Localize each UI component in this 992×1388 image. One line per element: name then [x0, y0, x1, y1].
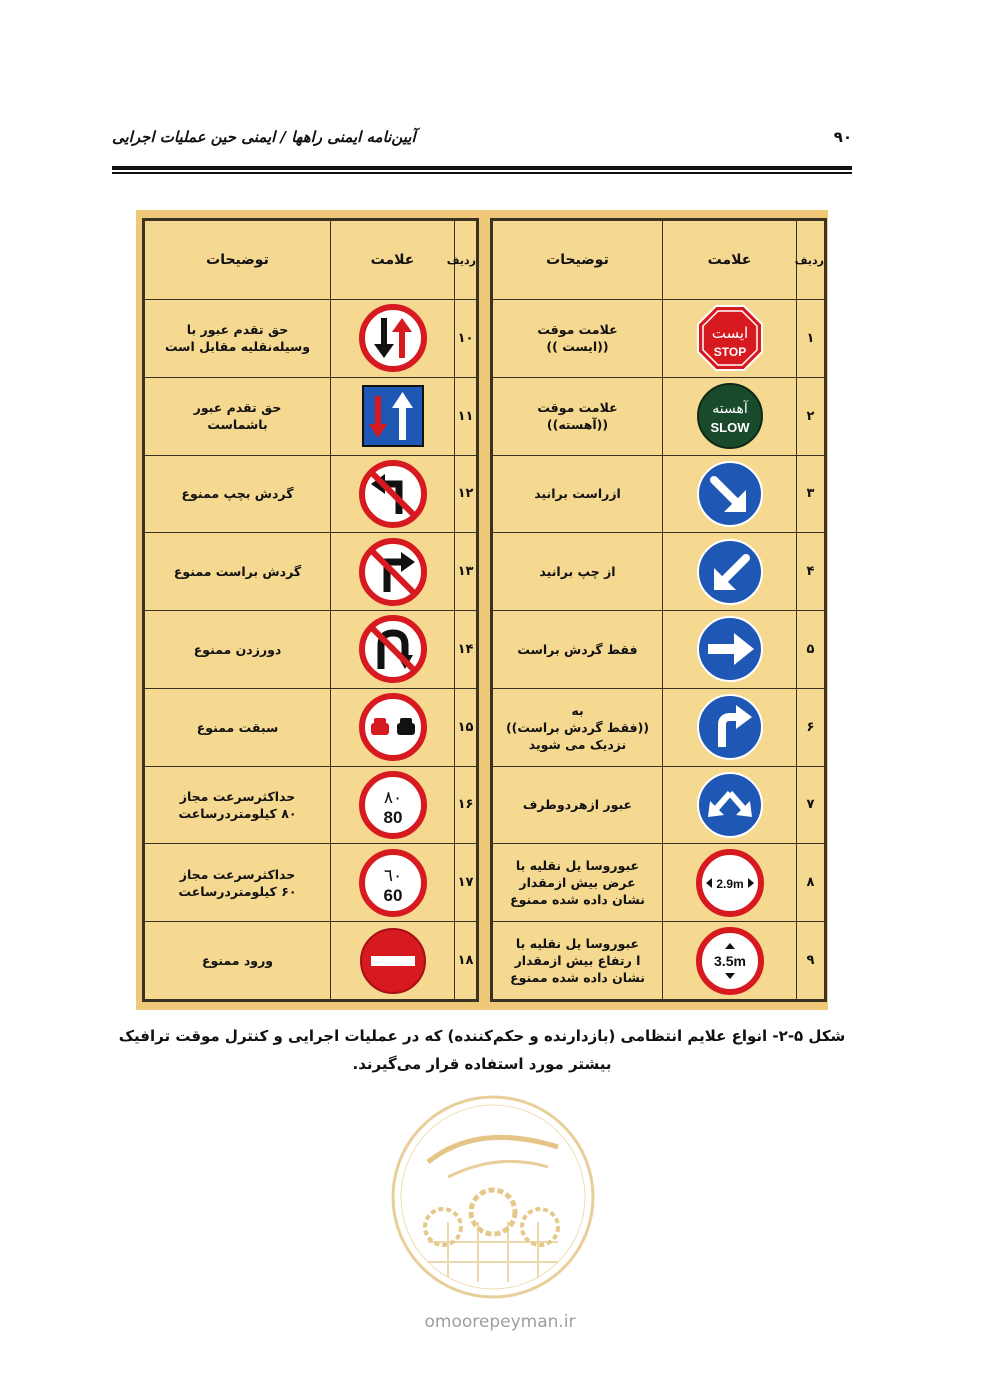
row-number: ۹ — [797, 922, 825, 1000]
header-rule-thick — [112, 166, 852, 170]
slow-sign-icon — [696, 382, 764, 450]
speed-limit-60-sign-icon — [359, 849, 427, 917]
table-row — [493, 922, 825, 1000]
signs-table-left — [142, 218, 479, 1002]
table-row — [145, 377, 477, 455]
table-row — [145, 300, 477, 378]
watermark-logo — [388, 1092, 598, 1302]
keep-left-sign-icon — [696, 538, 764, 606]
row-description: عبوروسا یل نقلیه با ا رتفاع بیش ازمقدار نشان داده شده ممنوع — [493, 922, 663, 1000]
height-limit-sign-icon — [696, 927, 764, 995]
row-description: دورزدن ممنوع — [145, 611, 331, 689]
row-description: فقط گردش براست — [493, 611, 663, 689]
table-row — [493, 455, 825, 533]
row-description: گردش براست ممنوع — [145, 533, 331, 611]
running-title: آیین‌نامه ایمنی راهها / ایمنی حین عملیات اجرایی — [112, 128, 416, 146]
col-header-radif: ردیف — [455, 221, 477, 300]
speed-limit-80-sign-icon — [359, 771, 427, 839]
table-row — [493, 611, 825, 689]
row-number: ۱۶ — [455, 766, 477, 844]
slow-sign-en-text: SLOW — [710, 420, 749, 436]
col-header-desc: توضیحات — [145, 221, 331, 300]
row-number: ۷ — [797, 766, 825, 844]
row-description: علامت موقت ((آهسته)) — [493, 377, 663, 455]
speed-80-text: 80 — [383, 807, 402, 827]
table-row — [493, 766, 825, 844]
slow-sign-fa-text: آهسته — [711, 401, 748, 418]
row-number: ۱۱ — [455, 377, 477, 455]
table-row — [145, 688, 477, 766]
stop-sign-fa-text: ایست — [711, 324, 748, 343]
table-row — [493, 377, 825, 455]
row-number: ۱۸ — [455, 922, 477, 1000]
speed-60-text: 60 — [383, 885, 402, 905]
row-number: ۳ — [797, 455, 825, 533]
row-number: ۱۲ — [455, 455, 477, 533]
height-limit-text: 3.5m — [713, 952, 746, 969]
watermark-site: omoorepeyman.ir — [424, 1312, 576, 1332]
table-row — [145, 844, 477, 922]
no-u-turn-sign-icon — [359, 615, 427, 683]
priority-over-oncoming-sign-icon — [359, 382, 427, 450]
pass-either-side-sign-icon — [696, 771, 764, 839]
stop-sign-icon — [696, 304, 764, 372]
header-rule-thin — [112, 172, 852, 174]
row-description: ازراست برانید — [493, 455, 663, 533]
signs-table-right — [490, 218, 827, 1002]
no-entry-sign-icon — [359, 927, 427, 995]
stop-sign-en-text: STOP — [713, 345, 746, 360]
table-row — [493, 688, 825, 766]
no-left-turn-sign-icon — [359, 460, 427, 528]
row-description: علامت موقت ((ایست )) — [493, 300, 663, 378]
figure-caption: شکل ۵-۲- انواع علایم انتظامی (بازدارنده و حکم‌کننده) که در عملیات اجرایی و کنترل موقت ترافیک بیشتر مورد استفاده قرار می‌گیرند. — [118, 1027, 846, 1073]
row-number: ۱۵ — [455, 688, 477, 766]
table-row — [493, 300, 825, 378]
turn-right-ahead-sign-icon — [696, 693, 764, 761]
row-number: ۱۷ — [455, 844, 477, 922]
width-limit-text: 2.9m — [715, 876, 744, 891]
row-number: ۱ — [797, 300, 825, 378]
no-overtaking-sign-icon — [359, 693, 427, 761]
row-number: ۱۴ — [455, 611, 477, 689]
row-description: عبور ازهردوطرف — [493, 766, 663, 844]
table-row — [145, 922, 477, 1000]
row-number: ۶ — [797, 688, 825, 766]
page-number: ۹۰ — [833, 128, 852, 146]
row-description: ورود ممنوع — [145, 922, 331, 1000]
speed-60-fa-text: ٦۰ — [383, 865, 402, 886]
width-limit-sign-icon — [696, 849, 764, 917]
row-number: ۵ — [797, 611, 825, 689]
col-header-sign: علامت — [331, 221, 455, 300]
keep-right-sign-icon — [696, 460, 764, 528]
row-number: ۸ — [797, 844, 825, 922]
row-description: حق تقدم عبور با وسیله‌نقلیه مقابل است — [145, 300, 331, 378]
row-description: به ((فقط گردش براست)) نزدیک می شوید — [493, 688, 663, 766]
priority-oncoming-sign-icon — [359, 304, 427, 372]
table-row — [145, 766, 477, 844]
table-row — [145, 533, 477, 611]
row-description: از چپ برانید — [493, 533, 663, 611]
table-row — [145, 611, 477, 689]
row-description: عبوروسا یل نقلیه با عرض بیش ازمقدار نشان داده شده ممنوع — [493, 844, 663, 922]
row-number: ۱۰ — [455, 300, 477, 378]
row-description: حداکثرسرعت مجاز ۸۰ کیلومتردرساعت — [145, 766, 331, 844]
page-header — [112, 122, 852, 162]
turn-right-only-sign-icon — [696, 615, 764, 683]
col-header-radif: ردیف — [797, 221, 825, 300]
row-description: حق تقدم عبور باشماست — [145, 377, 331, 455]
col-header-sign: علامت — [663, 221, 797, 300]
col-header-desc: توضیحات — [493, 221, 663, 300]
row-number: ۱۳ — [455, 533, 477, 611]
row-description: گردش بچپ ممنوع — [145, 455, 331, 533]
speed-80-fa-text: ۸۰ — [383, 787, 402, 808]
row-number: ۲ — [797, 377, 825, 455]
table-row — [493, 844, 825, 922]
row-description: حداکثرسرعت مجاز ۶۰ کیلومتردرساعت — [145, 844, 331, 922]
row-description: سبقت ممنوع — [145, 688, 331, 766]
table-row — [493, 533, 825, 611]
row-number: ۴ — [797, 533, 825, 611]
table-row — [145, 455, 477, 533]
no-right-turn-sign-icon — [359, 538, 427, 606]
